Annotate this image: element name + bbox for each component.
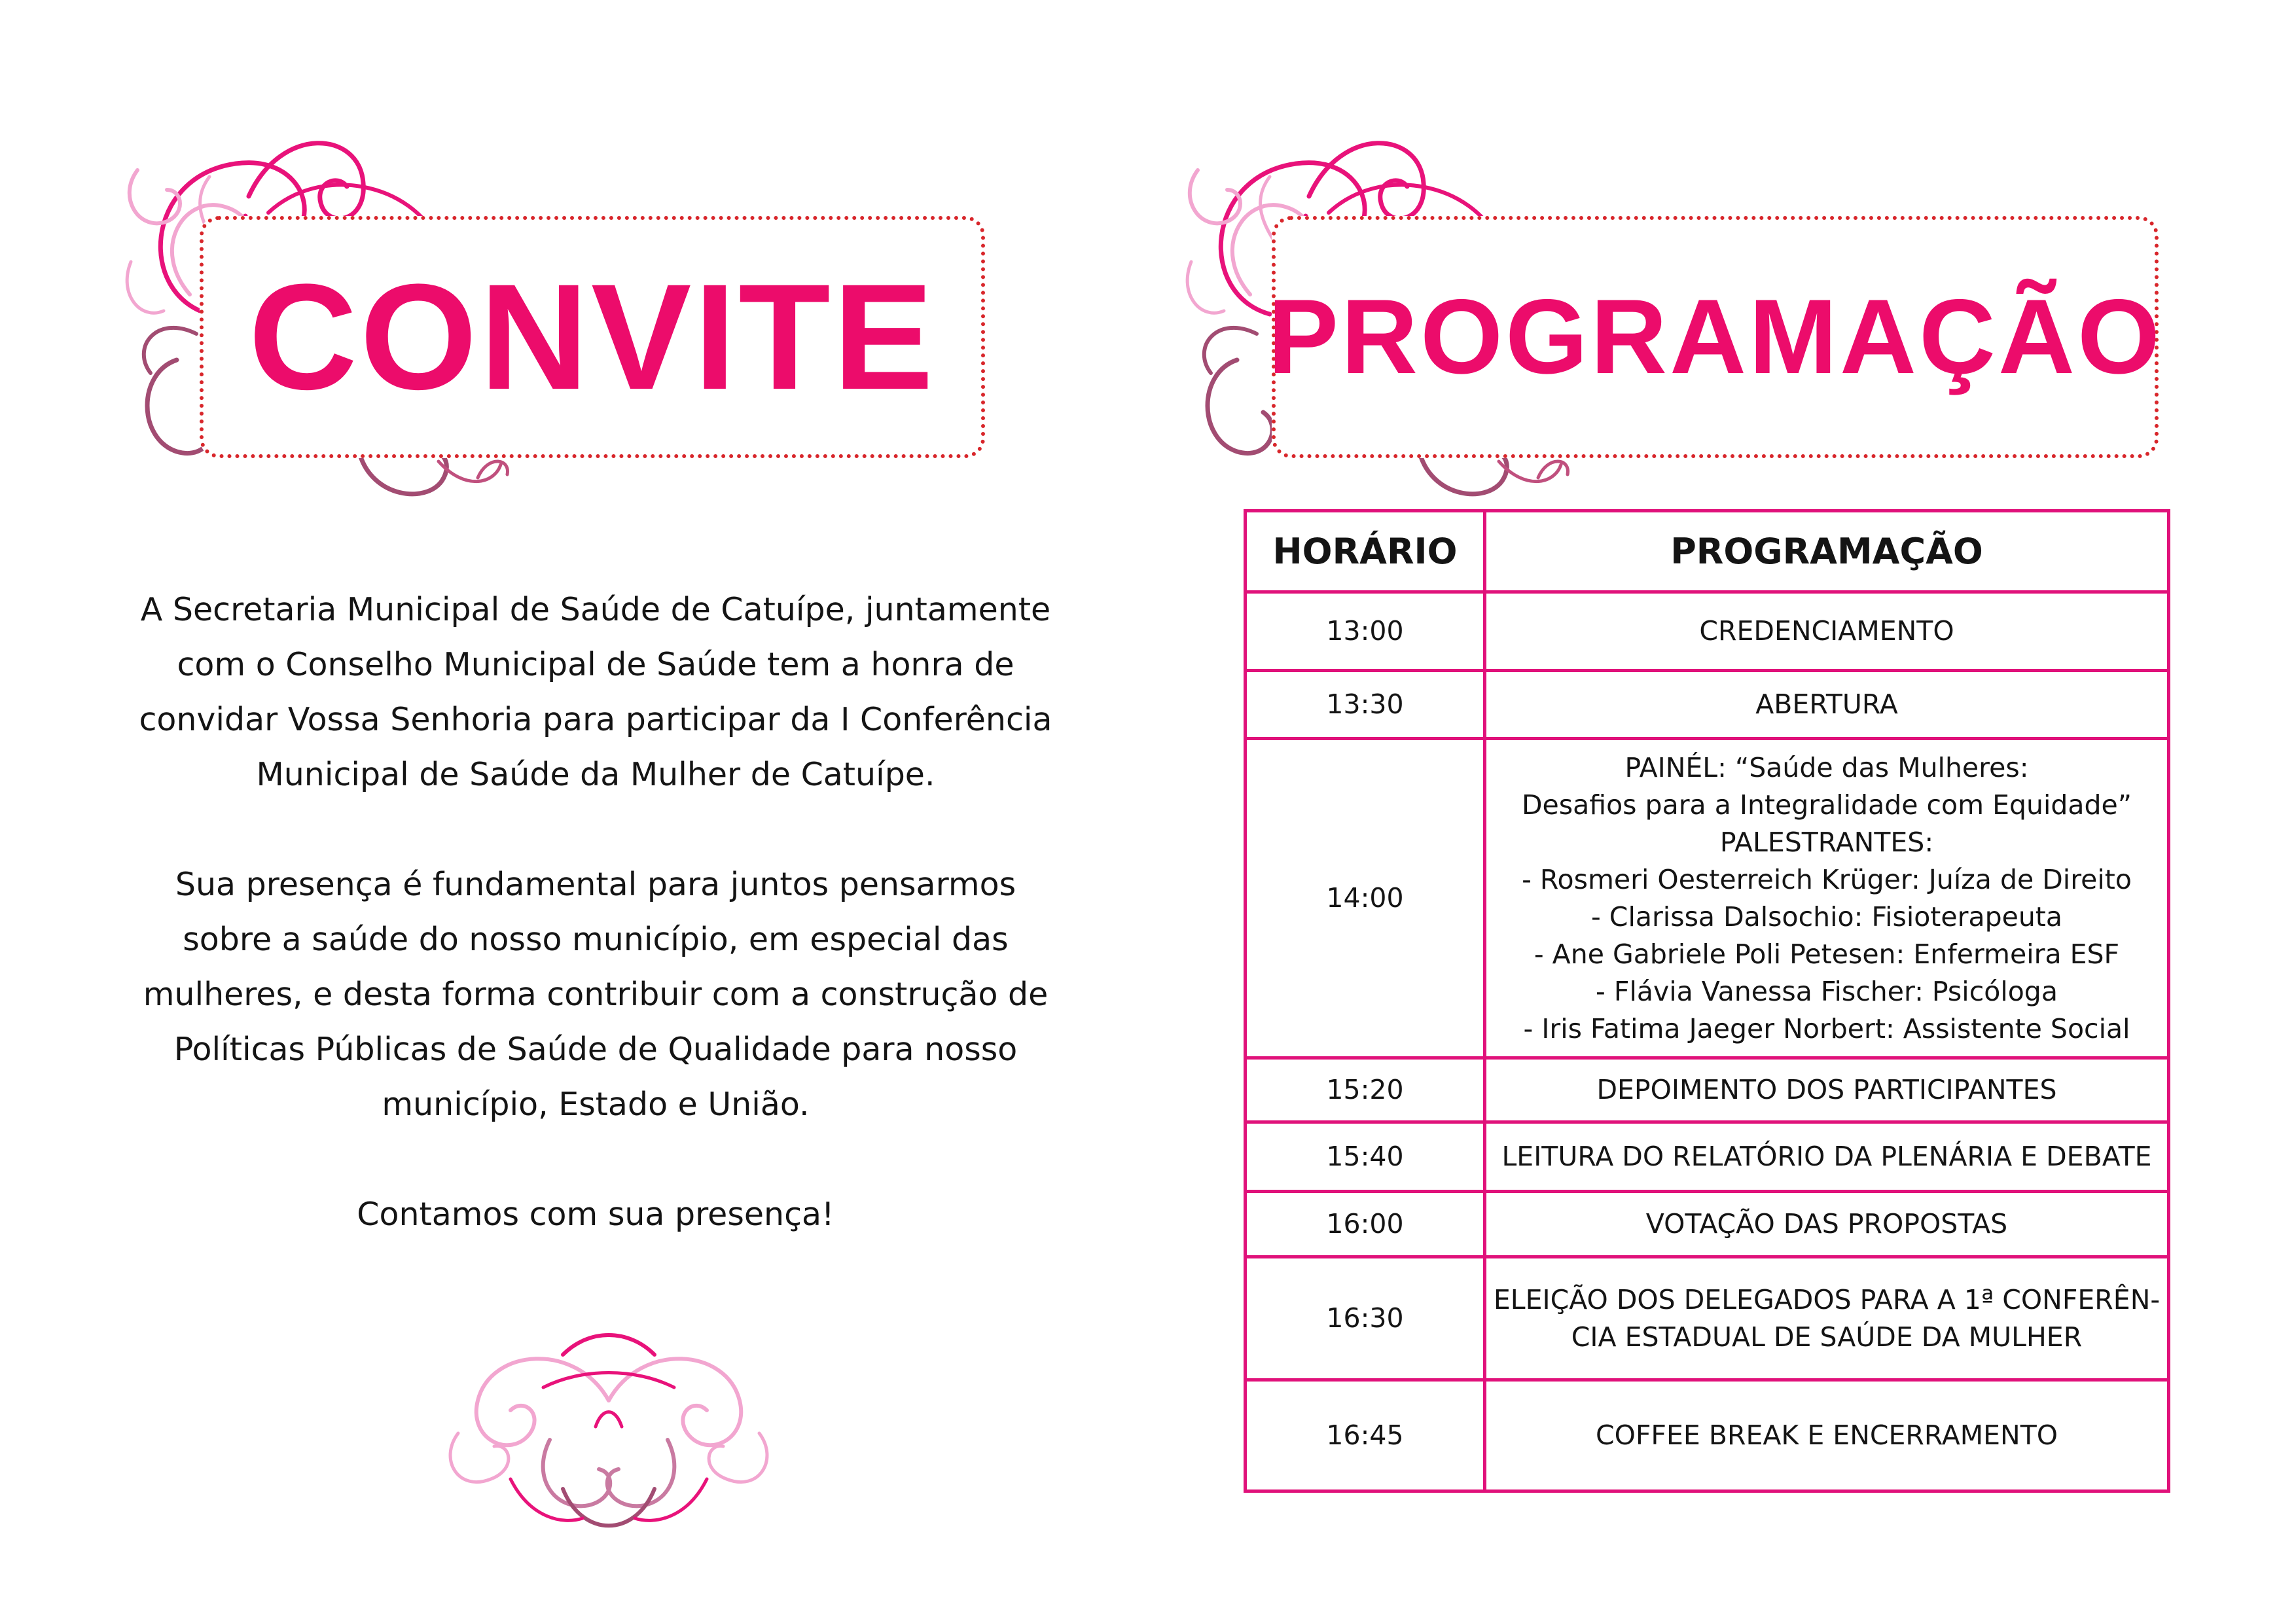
row-time: 13:00 <box>1246 592 1485 671</box>
activity-line: Desafios para a Integralidade com Equidade” <box>1521 789 2132 821</box>
activity-line: - Clarissa Dalsochio: Fisioterapeuta <box>1590 901 2063 933</box>
activity-line: DEPOIMENTO DOS PARTICIPANTES <box>1596 1074 2057 1105</box>
row-time: 15:20 <box>1246 1058 1485 1122</box>
row-activity <box>1485 739 2169 1058</box>
activity-line: - Iris Fatima Jaeger Norbert: Assistente Social <box>1523 1012 2130 1044</box>
invite-body <box>131 582 1060 1242</box>
header-horario: HORÁRIO <box>1246 511 1485 592</box>
table-header-row <box>1246 511 2169 592</box>
table-row <box>1246 671 2169 739</box>
invite-title: CONVITE <box>248 253 937 421</box>
row-activity <box>1485 1058 2169 1122</box>
row-time: 16:45 <box>1246 1380 1485 1491</box>
row-time: 14:00 <box>1246 739 1485 1058</box>
table-row <box>1246 739 2169 1058</box>
table-row <box>1246 592 2169 671</box>
activity-line: LEITURA DO RELATÓRIO DA PLENÁRIA E DEBATE <box>1501 1141 2152 1172</box>
invite-closing: Contamos com sua presença! <box>357 1196 834 1233</box>
row-activity <box>1485 1257 2169 1380</box>
table-row <box>1246 1122 2169 1192</box>
activity-line: VOTAÇÃO DAS PROPOSTAS <box>1645 1208 2008 1240</box>
row-time: 16:30 <box>1246 1257 1485 1380</box>
activity-line: - Ane Gabriele Poli Petesen: Enfermeira ESF <box>1534 938 2120 970</box>
activity-line: ELEIÇÃO DOS DELEGADOS PARA A 1ª CONFERÊN- <box>1493 1283 2161 1315</box>
invite-paragraph: Sua presença é fundamental para juntos pensarmos sobre a saúde do nosso município, em especial das mulheres, e desta forma contribuir com a construção de Políticas Públicas de Saúde de Qualidade para nosso município, Estado e União. <box>143 866 1049 1123</box>
row-time: 13:30 <box>1246 671 1485 739</box>
program-title: PROGRAMAÇÃO <box>1268 277 2162 396</box>
activity-line: ABERTURA <box>1755 688 1898 720</box>
invite-title-frame <box>200 216 985 458</box>
program-title-frame <box>1268 216 2162 458</box>
invite-paragraph: A Secretaria Municipal de Saúde de Catuípe, juntamente com o Conselho Municipal de Saúde tem a honra de convidar Vossa Senhoria para participar da I Conferência Municipal de Saúde da Mulher de Catuípe. <box>139 591 1052 793</box>
activity-line: - Rosmeri Oesterreich Krüger: Juíza de Direito <box>1522 863 2132 895</box>
swirl-ornament-icon <box>432 1329 785 1538</box>
activity-line: PALESTRANTES: <box>1719 826 1934 858</box>
row-activity <box>1485 592 2169 671</box>
row-time: 15:40 <box>1246 1122 1485 1192</box>
activity-line: CREDENCIAMENTO <box>1699 615 1954 647</box>
header-programacao: PROGRAMAÇÃO <box>1485 511 2169 592</box>
row-activity <box>1485 1192 2169 1257</box>
activity-line: CIA ESTADUAL DE SAÚDE DA MULHER <box>1571 1321 2083 1353</box>
activity-line: - Flávia Vanessa Fischer: Psicóloga <box>1596 975 2058 1007</box>
table-row <box>1246 1058 2169 1122</box>
activity-line: PAINÉL: “Saúde das Mulheres: <box>1624 751 2029 783</box>
table-row <box>1246 1192 2169 1257</box>
row-activity <box>1485 1380 2169 1491</box>
activity-line: COFFEE BREAK E ENCERRAMENTO <box>1595 1419 2058 1451</box>
row-time: 16:00 <box>1246 1192 1485 1257</box>
table-row <box>1246 1257 2169 1380</box>
row-activity <box>1485 671 2169 739</box>
program-table <box>1244 509 2170 1493</box>
row-activity <box>1485 1122 2169 1192</box>
table-row <box>1246 1380 2169 1491</box>
